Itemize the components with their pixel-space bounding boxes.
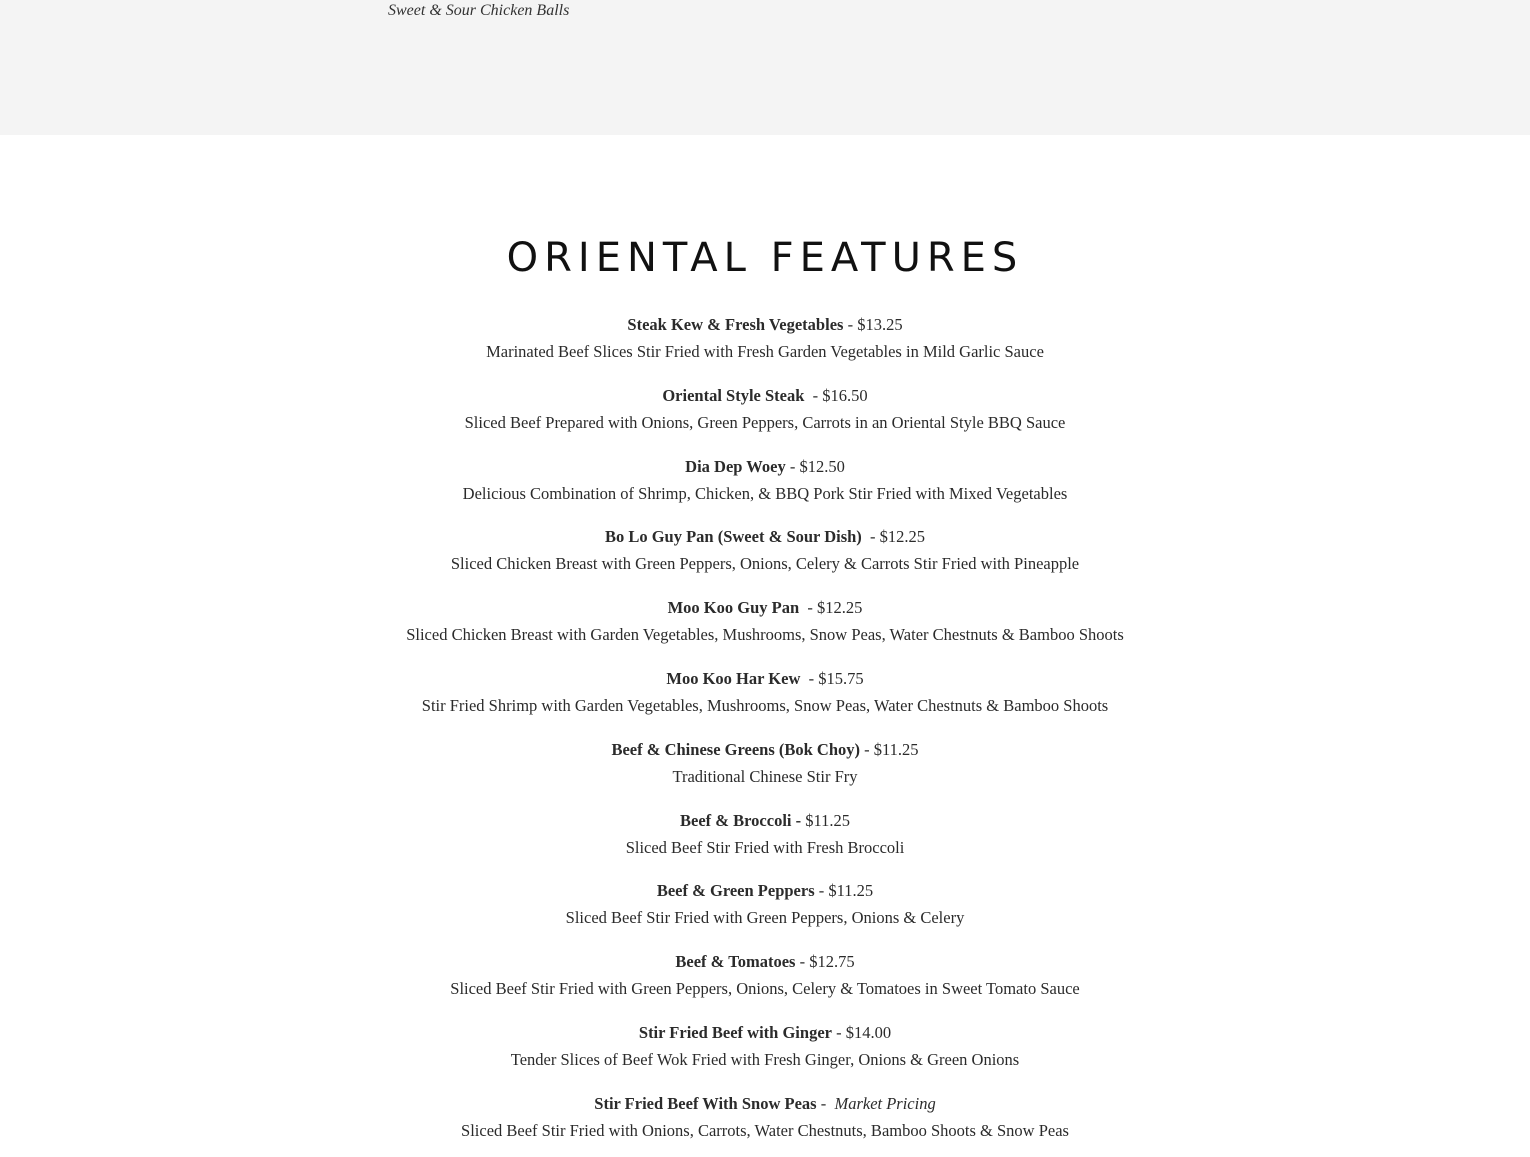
menu-item-description: Sliced Chicken Breast with Green Peppers, Onions, Celery & Carrots Stir Fried with Pineapple (450, 554, 1080, 574)
menu-item-title-line (0, 594, 1530, 621)
menu-item-title-line (0, 382, 1530, 409)
menu-item-description: Marinated Beef Slices Stir Fried with Fresh Garden Vegetables in Mild Garlic Sauce (486, 342, 1044, 361)
menu-item-list (0, 311, 1530, 1157)
menu-item (0, 311, 1530, 382)
menu-item-separator: - (795, 952, 810, 972)
menu-item-name: Stir Fried Beef With Snow Peas (594, 1093, 817, 1113)
menu-item (0, 523, 1530, 594)
menu-item-description: Sliced Beef Stir Fried with Onions, Carrots, Water Chestnuts, Bamboo Shoots & Snow Peas (461, 1120, 1069, 1140)
menu-item-name: Stir Fried Beef with Ginger (638, 1022, 832, 1042)
menu-item (0, 877, 1530, 948)
menu-item (0, 948, 1530, 1019)
menu-item-name: Moo Koo Guy Pan (667, 598, 800, 618)
menu-item-title-line (0, 736, 1530, 763)
menu-item-name: Dia Dep Woey (685, 456, 786, 476)
menu-item-price: $12.75 (809, 952, 855, 972)
menu-item-separator: - (831, 1022, 846, 1042)
menu-item-separator: - (860, 739, 874, 759)
previous-section-last-item: Sweet & Sour Chicken Balls (388, 2, 570, 19)
menu-item-price: $14.00 (845, 1022, 892, 1042)
menu-item-price: $12.50 (799, 456, 845, 476)
section-title: ORIENTAL FEATURES (506, 235, 1024, 281)
menu-item-name: Beef & Broccoli - (680, 810, 802, 830)
menu-item-description: Traditional Chinese Stir Fry (672, 766, 858, 786)
menu-item-title-line (0, 1090, 1530, 1117)
menu-item-description: Stir Fried Shrimp with Garden Vegetables, Mushrooms, Snow Peas, Water Chestnuts & Bamboo Shoots (421, 695, 1109, 715)
menu-item (0, 453, 1530, 524)
menu-item-separator: - (843, 315, 858, 334)
menu-item-price: $11.25 (828, 881, 874, 901)
menu-item-separator: - (804, 385, 823, 405)
menu-item-description: Sliced Beef Stir Fried with Green Peppers, Onions & Celery (565, 908, 965, 928)
menu-item-title-line (0, 311, 1530, 338)
menu-item (0, 1090, 1530, 1157)
menu-item-price: $15.75 (818, 668, 864, 688)
menu-item (0, 594, 1530, 665)
menu-item-name: Steak Kew & Fresh Vegetables (627, 315, 844, 334)
menu-item-price: $11.25 (873, 739, 919, 759)
menu-item-price: $11.25 (805, 810, 850, 830)
menu-item-price: Market Pricing (834, 1093, 936, 1113)
menu-item-separator: - (814, 881, 829, 901)
menu-item-separator: - (861, 527, 880, 547)
previous-section-band (0, 0, 1530, 135)
menu-item-description: Tender Slices of Beef Wok Fried with Fresh Ginger, Onions & Green Onions (510, 1049, 1020, 1069)
menu-item-name: Oriental Style Steak (662, 385, 805, 405)
menu-item-description: Sliced Beef Stir Fried with Green Peppers, Onions, Celery & Tomatoes in Sweet Tomato Sauce (450, 979, 1080, 999)
menu-item-description: Sliced Chicken Breast with Garden Vegetables, Mushrooms, Snow Peas, Water Chestnuts & Bamboo Shoots (406, 625, 1124, 645)
menu-item-title-line (0, 877, 1530, 904)
menu-item-title-line (0, 948, 1530, 975)
menu-item (0, 382, 1530, 453)
menu-item-name: Beef & Green Peppers (656, 881, 815, 901)
menu-item-title-line (0, 523, 1530, 550)
menu-item-name: Beef & Tomatoes (675, 952, 796, 972)
menu-item-price: $12.25 (879, 527, 926, 547)
menu-item-title-line (0, 665, 1530, 692)
menu-item-separator: - (800, 668, 819, 688)
menu-item-price: $12.25 (817, 598, 863, 618)
menu-item-description: Delicious Combination of Shrimp, Chicken, & BBQ Pork Stir Fried with Mixed Vegetables (462, 483, 1068, 503)
menu-item (0, 736, 1530, 807)
menu-item-price: $16.50 (822, 385, 868, 405)
menu-item (0, 807, 1530, 878)
menu-item-price: $13.25 (857, 315, 903, 334)
menu-item (0, 1019, 1530, 1090)
menu-item-title-line (0, 1019, 1530, 1046)
menu-item-title-line (0, 807, 1530, 834)
menu-item-description: Sliced Beef Prepared with Onions, Green Peppers, Carrots in an Oriental Style BBQ Sauce (464, 412, 1066, 432)
menu-item-separator: - (799, 598, 818, 618)
menu-item-description: Sliced Beef Stir Fried with Fresh Broccoli (625, 837, 905, 857)
menu-item-name: Bo Lo Guy Pan (Sweet & Sour Dish) (604, 527, 862, 547)
menu-item-separator: - (785, 456, 800, 476)
menu-item-name: Moo Koo Har Kew (666, 668, 801, 688)
menu-item-name: Beef & Chinese Greens (Bok Choy) (611, 739, 861, 759)
menu-item-title-line (0, 453, 1530, 480)
menu-item (0, 665, 1530, 736)
menu-item-separator: - (816, 1093, 835, 1113)
